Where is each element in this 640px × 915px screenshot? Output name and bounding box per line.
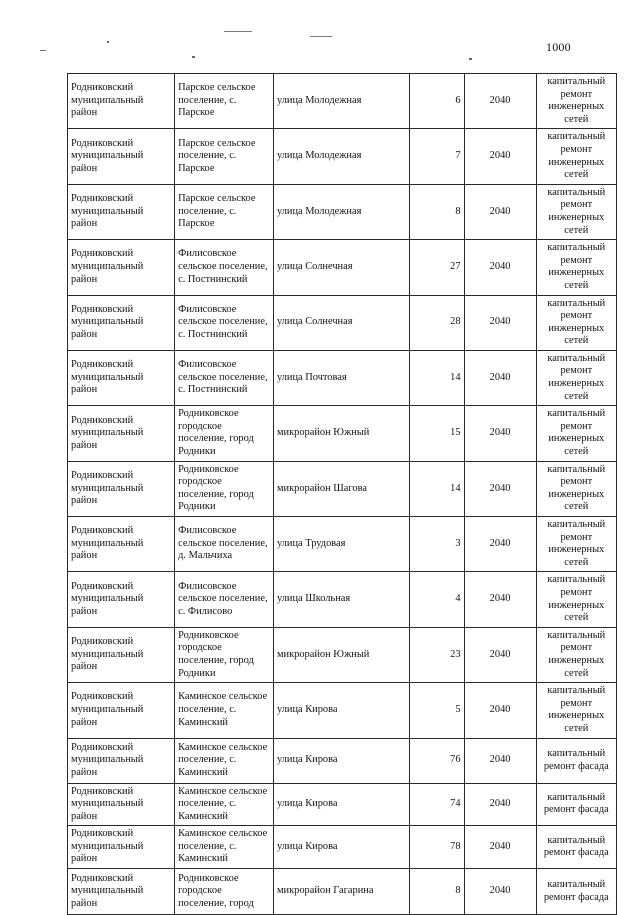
cell-year: 2040 [464,74,536,129]
cell-street: микрорайон Южный [273,627,409,682]
cell-year: 2040 [464,461,536,516]
cell-house-number: 15 [409,406,464,461]
scan-dot [469,58,472,60]
cell-settlement: Каминское сельское поселение, с. Каминский [175,826,274,869]
cell-settlement: Филисовское сельское поселение, д. Мальчиха [175,517,274,572]
cell-year: 2040 [464,783,536,826]
cell-house-number: 74 [409,783,464,826]
cell-settlement: Парское сельское поселение, с. Парское [175,129,274,184]
cell-year: 2040 [464,627,536,682]
registry-table-body [68,74,617,915]
cell-house-number: 3 [409,517,464,572]
table-row [68,517,617,572]
scan-mark [224,31,252,32]
cell-settlement: Родниковское городское поселение, город Родники [175,461,274,516]
cell-work-type: капитальный ремонт инженерных сетей [536,572,616,627]
table-row [68,295,617,350]
cell-district: Родниковский муниципальный район [68,129,175,184]
scan-mark [40,50,46,51]
cell-house-number: 78 [409,826,464,869]
cell-work-type: капитальный ремонт инженерных сетей [536,240,616,295]
cell-district: Родниковский муниципальный район [68,184,175,239]
cell-settlement: Парское сельское поселение, с. Парское [175,184,274,239]
cell-settlement: Каминское сельское поселение, с. Каминский [175,738,274,783]
cell-work-type: капитальный ремонт инженерных сетей [536,627,616,682]
cell-district: Родниковский муниципальный район [68,572,175,627]
table-row [68,240,617,295]
cell-house-number: 28 [409,295,464,350]
table-row [68,683,617,738]
cell-work-type: капитальный ремонт фасада [536,783,616,826]
cell-work-type: капитальный ремонт инженерных сетей [536,295,616,350]
cell-street: улица Кирова [273,683,409,738]
cell-settlement: Филисовское сельское поселение, с. Постнинский [175,240,274,295]
table-row [68,350,617,405]
cell-district: Родниковский муниципальный район [68,461,175,516]
cell-street: микрорайон Гагарина [273,869,409,915]
table-row [68,406,617,461]
scan-mark [310,36,332,37]
cell-street: улица Кирова [273,826,409,869]
table-row [68,826,617,869]
cell-work-type: капитальный ремонт инженерных сетей [536,129,616,184]
cell-street: улица Трудовая [273,517,409,572]
cell-district: Родниковский муниципальный район [68,683,175,738]
cell-district: Родниковский муниципальный район [68,295,175,350]
cell-year: 2040 [464,517,536,572]
cell-house-number: 8 [409,869,464,915]
cell-settlement: Каминское сельское поселение, с. Каминский [175,783,274,826]
cell-work-type: капитальный ремонт инженерных сетей [536,683,616,738]
cell-street: микрорайон Шагова [273,461,409,516]
table-row [68,74,617,129]
cell-work-type: капитальный ремонт фасада [536,869,616,915]
cell-settlement: Парское сельское поселение, с. Парское [175,74,274,129]
cell-year: 2040 [464,572,536,627]
table-row [68,572,617,627]
cell-street: улица Кирова [273,738,409,783]
cell-work-type: капитальный ремонт инженерных сетей [536,74,616,129]
cell-year: 2040 [464,406,536,461]
cell-work-type: капитальный ремонт инженерных сетей [536,517,616,572]
cell-street: улица Кирова [273,783,409,826]
cell-year: 2040 [464,184,536,239]
cell-year: 2040 [464,683,536,738]
cell-street: улица Молодежная [273,129,409,184]
cell-settlement: Родниковское городское поселение, город [175,869,274,915]
scan-dot [192,56,195,58]
cell-district: Родниковский муниципальный район [68,240,175,295]
cell-year: 2040 [464,295,536,350]
cell-house-number: 5 [409,683,464,738]
cell-work-type: капитальный ремонт инженерных сетей [536,461,616,516]
scan-dot [107,41,109,43]
cell-house-number: 14 [409,350,464,405]
cell-year: 2040 [464,240,536,295]
cell-year: 2040 [464,869,536,915]
cell-district: Родниковский муниципальный район [68,350,175,405]
cell-year: 2040 [464,350,536,405]
table-row [68,627,617,682]
cell-street: микрорайон Южный [273,406,409,461]
table-row [68,129,617,184]
cell-street: улица Солнечная [273,240,409,295]
cell-district: Родниковский муниципальный район [68,74,175,129]
cell-street: улица Молодежная [273,184,409,239]
cell-street: улица Школьная [273,572,409,627]
cell-work-type: капитальный ремонт фасада [536,826,616,869]
page-number: 1000 [546,40,571,54]
cell-work-type: капитальный ремонт инженерных сетей [536,350,616,405]
cell-house-number: 14 [409,461,464,516]
cell-house-number: 8 [409,184,464,239]
cell-district: Родниковский муниципальный район [68,406,175,461]
cell-street: улица Почтовая [273,350,409,405]
cell-house-number: 4 [409,572,464,627]
cell-house-number: 27 [409,240,464,295]
cell-work-type: капитальный ремонт инженерных сетей [536,406,616,461]
cell-settlement: Филисовское сельское поселение, с. Филисово [175,572,274,627]
cell-house-number: 6 [409,74,464,129]
cell-district: Родниковский муниципальный район [68,783,175,826]
table-row [68,184,617,239]
cell-district: Родниковский муниципальный район [68,517,175,572]
table-row [68,461,617,516]
cell-year: 2040 [464,738,536,783]
cell-year: 2040 [464,826,536,869]
cell-house-number: 23 [409,627,464,682]
table-row [68,783,617,826]
cell-settlement: Филисовское сельское поселение, с. Постнинский [175,295,274,350]
cell-district: Родниковский муниципальный район [68,869,175,915]
table-row [68,738,617,783]
cell-settlement: Каминское сельское поселение, с. Каминский [175,683,274,738]
cell-district: Родниковский муниципальный район [68,826,175,869]
cell-settlement: Филисовское сельское поселение, с. Постнинский [175,350,274,405]
cell-work-type: капитальный ремонт инженерных сетей [536,184,616,239]
cell-street: улица Молодежная [273,74,409,129]
registry-table [67,73,617,915]
cell-street: улица Солнечная [273,295,409,350]
cell-settlement: Родниковское городское поселение, город Родники [175,627,274,682]
cell-house-number: 7 [409,129,464,184]
table-row [68,869,617,915]
cell-year: 2040 [464,129,536,184]
cell-district: Родниковский муниципальный район [68,738,175,783]
cell-settlement: Родниковское городское поселение, город Родники [175,406,274,461]
cell-district: Родниковский муниципальный район [68,627,175,682]
cell-work-type: капитальный ремонт фасада [536,738,616,783]
cell-house-number: 76 [409,738,464,783]
